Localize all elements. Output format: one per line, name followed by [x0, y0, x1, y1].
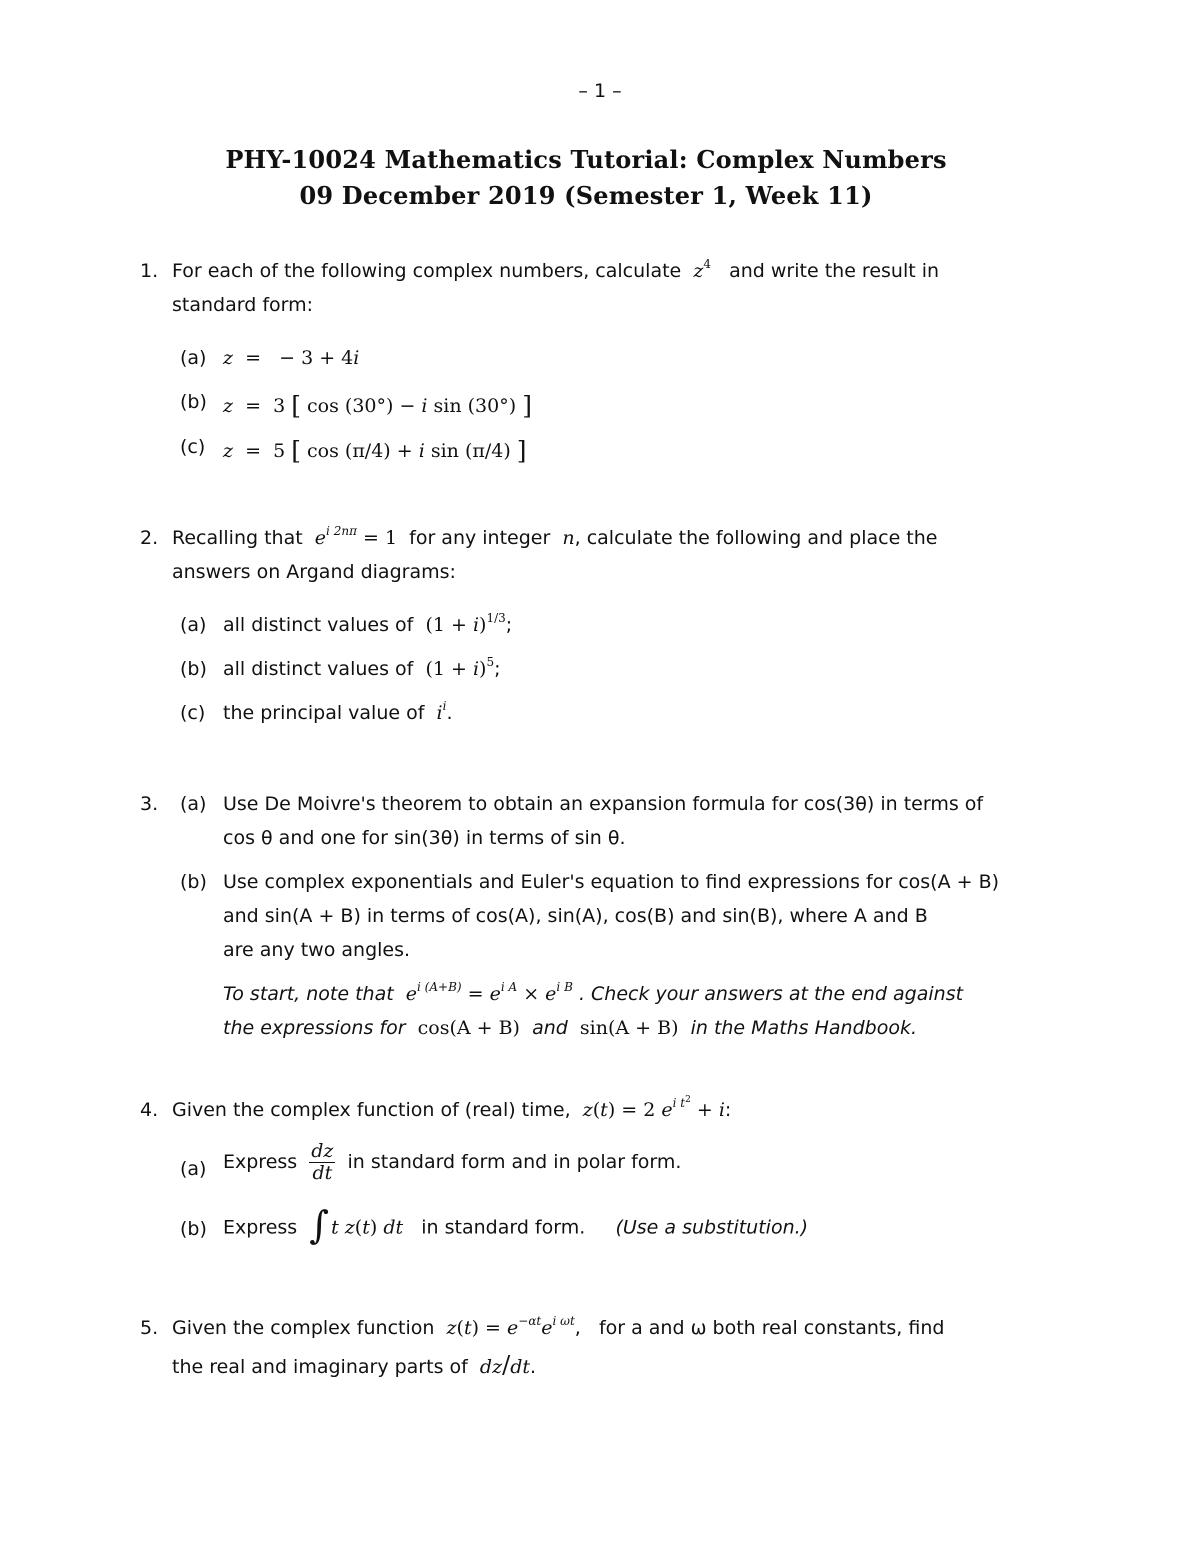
q4-part-a-text: Express $\frac{dz}{dt}$ in standard form and in polar form.: [223, 1140, 682, 1184]
question-1-line-1: For each of the following complex numbers, calculate $z^4$ and write the result in: [172, 257, 940, 282]
question-5-line-2: the real and imaginary parts of dz/dt.: [172, 1351, 537, 1379]
q3-part-b-line-3: are any two angles.: [223, 939, 411, 961]
q1-part-b-label: (b): [180, 391, 207, 413]
q1-part-b-expr: z = 3 [ cos (30°) − i sin (30°) ]: [223, 391, 532, 420]
page-title: PHY-10024 Mathematics Tutorial: Complex Numbers: [225, 145, 947, 174]
q3-part-a-line-2: cos θ and one for sin(3θ) in terms of sin θ.: [223, 827, 626, 849]
q3-part-a-label: (a): [180, 793, 207, 815]
question-4-line-1: Given the complex function of (real) time, z(t) = 2 $e^{i t^2} + i$:: [172, 1095, 732, 1121]
q2-part-c-text: the principal value of $i^i$.: [223, 699, 453, 724]
integral-sign: ∫: [309, 1203, 330, 1247]
q4-part-b-text: Express ∫ t z(t) dt in standard form. (Use a substitution.): [223, 1203, 809, 1247]
q2-part-a-label: (a): [180, 614, 207, 636]
q3-part-b-line-1: Use complex exponentials and Euler's equation to find expressions for cos(A + B): [223, 871, 1000, 893]
q1-part-a-label: (a): [180, 347, 207, 369]
q1-part-c-label: (c): [180, 436, 206, 458]
q3-part-a-line-1: Use De Moivre's theorem to obtain an expansion formula for cos(3θ) in terms of: [223, 793, 984, 815]
q2-part-b-label: (b): [180, 658, 207, 680]
q1-part-c-expr: z = 5 [ cos (π/4) + i sin (π/4) ]: [223, 436, 527, 465]
question-number-1: 1.: [140, 260, 159, 282]
question-number-3: 3.: [140, 793, 159, 815]
question-2-line-2: answers on Argand diagrams:: [172, 561, 456, 583]
question-2-line-1: Recalling that $e^{i 2n\pi} = 1$ for any integer n, calculate the following and place the: [172, 524, 938, 549]
dz-dt-fraction: $\frac{dz}{dt}$: [311, 1140, 334, 1184]
question-number-2: 2.: [140, 527, 159, 549]
q3-hint-line-2: the expressions for cos(A + B) and sin(A + B) in the Maths Handbook.: [223, 1017, 918, 1039]
page-subtitle: 09 December 2019 (Semester 1, Week 11): [299, 181, 873, 210]
question-number-4: 4.: [140, 1099, 159, 1121]
q4-part-a-label: (a): [180, 1158, 207, 1180]
q3-hint-line-1: To start, note that $e^{i (A+B)} = e^{i A} \times e^{i B}$ . Check your answers at the end against: [223, 980, 964, 1005]
question-1-line-2: standard form:: [172, 294, 314, 316]
question-number-5: 5.: [140, 1317, 159, 1339]
q2-part-a-text: all distinct values of $(1 + i)^{1/3}$;: [223, 611, 513, 636]
q2-part-c-label: (c): [180, 702, 206, 724]
q1-part-a-expr: z = − 3 + 4i: [223, 347, 360, 369]
question-5-line-1: Given the complex function $z(t) = e^{-\alpha t}e^{i \omega t}$, for a and ω both real constants, find: [172, 1314, 945, 1339]
q3-part-b-line-2: and sin(A + B) in terms of cos(A), sin(A), cos(B) and sin(B), where A and B: [223, 905, 928, 927]
q4-part-b-label: (b): [180, 1218, 207, 1240]
page-number: – 1 –: [578, 80, 622, 102]
q3-part-b-label: (b): [180, 871, 207, 893]
q2-part-b-text: all distinct values of $(1 + i)^5$;: [223, 655, 501, 680]
